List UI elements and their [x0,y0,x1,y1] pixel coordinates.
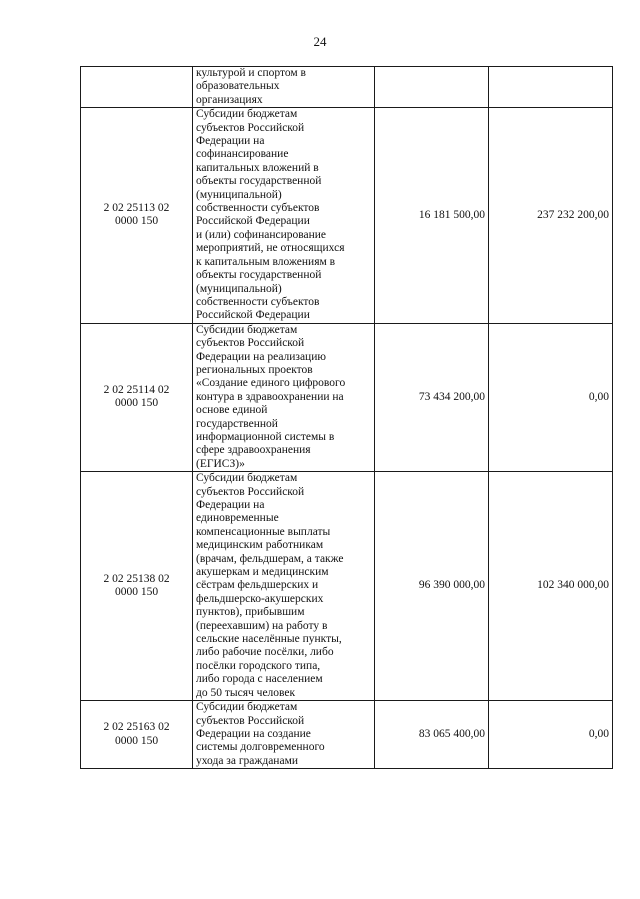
income-name-text: Субсидии бюджетам субъектов Российской Федерации на реализацию региональных проектов «Создание единого цифрового контура в здравоохранении на основе единой государственной информационной системы в сфере здравоохранения (ЕГИСЗ)» [196,323,346,470]
budget-code-text: 2 02 25114 02 0000 150 [103,384,170,410]
amount-year2-text: 0,00 [588,727,609,740]
budget-code-cell [81,323,193,471]
income-name-cell [193,67,375,108]
amount-year1-cell [375,108,489,324]
amount-year2-text: 237 232 200,00 [537,208,609,221]
amount-year1-text: 96 390 000,00 [418,579,485,592]
page-number: 24 [313,34,327,49]
amount-year2-cell [489,67,613,108]
table-row [81,67,613,108]
income-name-text: культурой и спортом в образовательных организациях [196,67,306,106]
amount-year2-text: 0,00 [588,390,609,403]
income-name-text: Субсидии бюджетам субъектов Российской Федерации на создание системы долговременного ухода за гражданами [196,701,325,767]
amount-year2-cell [489,108,613,324]
income-name-cell [193,323,375,471]
budget-code-text: 2 02 25163 02 0000 150 [103,721,170,747]
budget-code-cell [81,472,193,701]
amount-year1-cell [375,701,489,769]
amount-year1-text: 73 434 200,00 [418,390,485,403]
budget-table-body [81,67,613,769]
amount-year2-cell [489,701,613,769]
amount-year2-cell [489,472,613,701]
income-name-text: Субсидии бюджетам субъектов Российской Федерации на единовременные компенсационные выплаты медицинским работникам (врачам, фельдшерам, а также акушеркам и медицинским сёстрам фельдшерских и фельдшерско-акушерских пунктов), прибывшим (переехавшим) на работу в сельские населённые пункты, либо рабочие посёлки, либо посёлки городского типа, либо города с населением до 50 тысяч человек [196,472,344,699]
budget-code-cell [81,67,193,108]
amount-year1-text: 83 065 400,00 [418,727,485,740]
budget-code-text: 2 02 25113 02 0000 150 [103,202,170,228]
amount-year1-cell [375,323,489,471]
amount-year1-cell [375,472,489,701]
amount-year2-text: 102 340 000,00 [537,579,609,592]
income-name-cell [193,108,375,324]
amount-year2-cell [489,323,613,471]
budget-code-cell [81,701,193,769]
amount-year1-cell [375,67,489,108]
budget-code-text: 2 02 25138 02 0000 150 [103,572,170,599]
table-row [81,701,613,769]
income-name-text: Субсидии бюджетам субъектов Российской Федерации на софинансирование капитальных вложений в объекты государственной (муниципальной) собственности субъектов Российской Федерации и (или) софинансирование мероприятий, не относящихся к капитальным вложениям в объекты государственной (муниципальной) собственности субъектов Российской Федерации [196,108,345,322]
table-row [81,472,613,701]
budget-code-cell [81,108,193,324]
income-name-cell [193,701,375,769]
table-row [81,323,613,471]
table-row [81,108,613,324]
budget-table [80,66,613,769]
amount-year1-text: 16 181 500,00 [418,208,485,221]
income-name-cell [193,472,375,701]
